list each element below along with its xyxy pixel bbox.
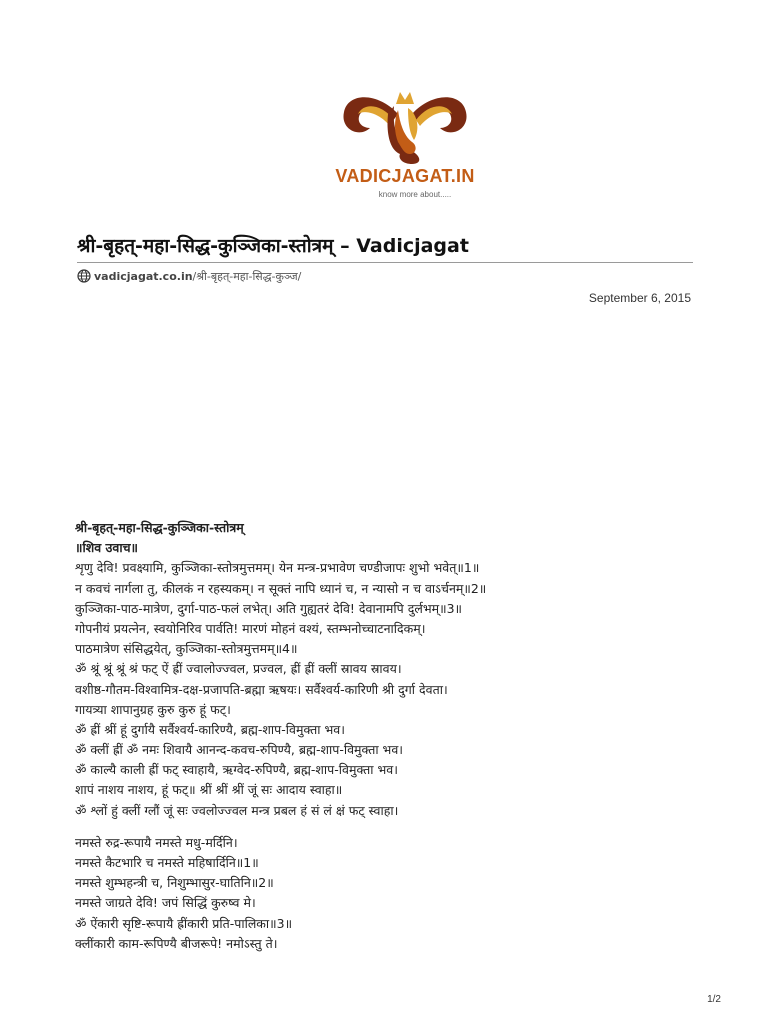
verse-line: ॐ श्लों हुं क्लीं ग्लौं जूं सः ज्वलोज्ज्वल मन्त्र प्रबल हं सं लं क्षं फट् स्वाहा।	[75, 802, 399, 818]
verse-line: नमस्ते शुम्भहन्त्री च, निशुम्भासुर-घातिनि॥2॥	[75, 875, 274, 891]
url-path[interactable]: /श्री-बृहत्-महा-सिद्ध-कुञ्ज/	[192, 269, 302, 283]
verse-line: ॐ श्रूं श्रूं श्रूं श्रं फट् ऐं ह्रीं ज्वालोज्ज्वल, प्रज्वल, ह्रीं ह्रीं क्लीं स्रावय स्रावय।	[75, 661, 402, 677]
publish-date: September 6, 2015	[588, 291, 691, 305]
verse-line: शापं नाशय नाशय, हूं फट्॥ श्रीं श्रीं श्रीं जूं सः आदाय स्वाहा॥	[75, 782, 343, 798]
content-subheading: ॥शिव उवाच॥	[75, 540, 138, 556]
verse-line: नमस्ते कैटभारि च नमस्ते महिषार्दिनि॥1॥	[75, 855, 259, 870]
content-heading: श्री-बृहत्-महा-सिद्ध-कुञ्जिका-स्तोत्रम्	[75, 520, 244, 535]
verse-line: गोपनीयं प्रयत्नेन, स्वयोनिरिव पार्वति! मारणं मोहनं वश्यं, स्तम्भनोच्चाटनादिकम्।	[75, 620, 426, 636]
verse-line: न कवचं नार्गला तु, कीलकं न रहस्यकम्। न सूक्तं नापि ध्यानं च, न न्यासो न च वाऽर्चनम्॥2॥	[75, 580, 487, 596]
verse-line: गायत्र्या शापानुग्रह कुरु कुरु हूं फट्।	[75, 701, 231, 717]
verse-line: नमस्ते रुद्र-रूपायै नमस्ते मधु-मर्दिनि।	[75, 834, 238, 850]
title-divider	[77, 262, 693, 263]
verse-line: ॐ ह्रीं श्रीं हूं दुर्गायै सर्वैश्वर्य-कारिण्यै, ब्रह्म-शाप-विमुक्ता भव।	[75, 721, 345, 737]
globe-icon	[77, 269, 91, 283]
verse-line: ॐ काल्यै काली ह्रीं फट् स्वाहायै, ऋग्वेद-रुपिण्यै, ब्रह्म-शाप-विमुक्ता भव।	[75, 762, 398, 778]
brand-name: VADICJAGAT.IN	[335, 166, 475, 186]
verse-line: कुञ्जिका-पाठ-मात्रेण, दुर्गा-पाठ-फलं लभेत्। अति गुह्यतरं देवि! देवानामपि दुर्लभम्॥3॥	[75, 600, 463, 616]
ganesha-logo-icon	[338, 84, 472, 166]
verse-line: शृणु देवि! प्रवक्ष्यामि, कुञ्जिका-स्तोत्रमुत्तमम्। येन मन्त्र-प्रभावेण चण्डीजापः शुभो भवेत्॥1॥	[75, 560, 480, 576]
verse-line: नमस्ते जाग्रते देवि! जपं सिद्धिं कुरुष्व मे।	[75, 895, 256, 911]
verse-line: क्लींकारी काम-रूपिण्यै बीजरूपे! नमोऽस्तु ते।	[75, 935, 278, 951]
url-domain[interactable]: vadicjagat.co.in	[94, 269, 193, 283]
brand-tagline: know more about.....	[378, 190, 452, 199]
verse-line: ॐ क्लीं ह्रीं ॐ नमः शिवायै आनन्द-कवच-रुपिण्यै, ब्रह्म-शाप-विमुक्ता भव।	[75, 742, 404, 758]
site-logo	[330, 84, 480, 224]
verse-line: वशीष्ठ-गौतम-विश्वामित्र-दक्ष-प्रजापति-ब्रह्मा ऋषयः। सर्वैश्वर्य-कारिणी श्री दुर्गा देवता।	[75, 681, 448, 697]
paragraph-gap	[75, 821, 705, 833]
verse-line: ॐ ऐंकारी सृष्टि-रूपायै ह्रींकारी प्रति-पालिका॥3॥	[75, 915, 293, 931]
source-url[interactable]	[77, 268, 301, 284]
verse-line: पाठमात्रेण संसिद्धयेत्, कुञ्जिका-स्तोत्रमुत्तमम्॥4॥	[75, 641, 298, 657]
page-number: 1/2	[707, 994, 721, 1005]
article-content	[75, 518, 705, 954]
page-title: श्री-बृहत्-महा-सिद्ध-कुञ्जिका-स्तोत्रम् – Vadicjagat	[77, 235, 469, 257]
